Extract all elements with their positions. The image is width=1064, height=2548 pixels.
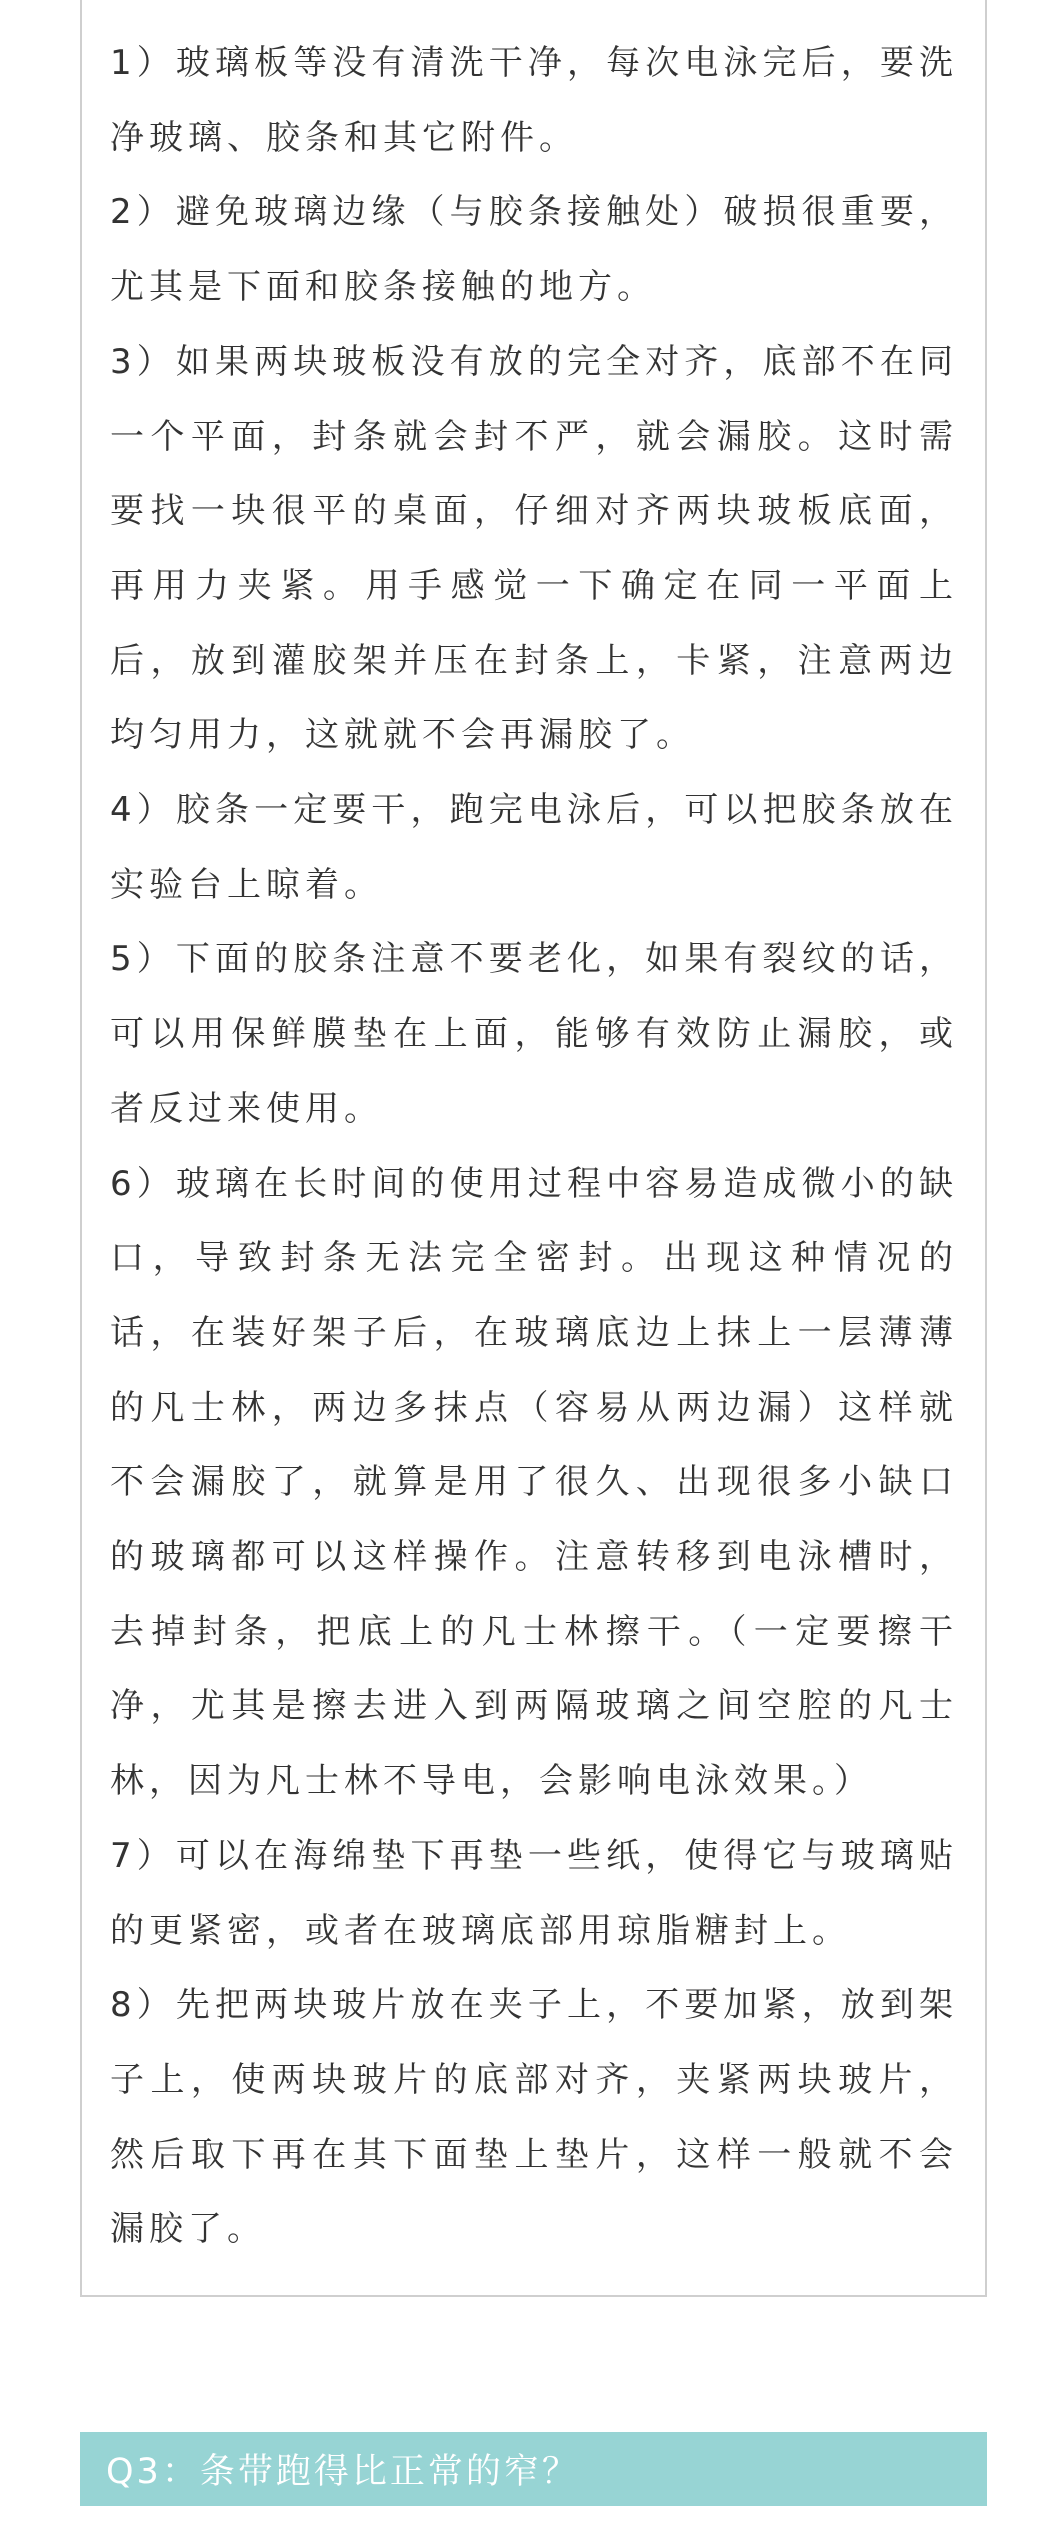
answer-item-3: 3）如果两块玻板没有放的完全对齐，底部不在同一个平面，封条就会封不严，就会漏胶。这时需要找一块很平的桌面，仔细对齐两块玻板底面，再用力夹紧。用手感觉一下确定在同一平面上后，放到灌胶架并压在封条上，卡紧，注意两边均匀用力，这就就不会再漏胶了。	[110, 341, 958, 756]
question-header	[80, 2432, 987, 2506]
question-title: Q3：条带跑得比正常的窄？	[106, 2452, 580, 2492]
answer-item-2: 2）避免玻璃边缘（与胶条接触处）破损很重要，尤其是下面和胶条接触的地方。	[110, 192, 958, 308]
answer-item-7: 7）可以在海绵垫下再垫一些纸，使得它与玻璃贴的更紧密，或者在玻璃底部用琼脂糖封上。	[110, 1835, 958, 1951]
answer-item-4: 4）胶条一定要干，跑完电泳后，可以把胶条放在实验台上晾着。	[110, 790, 958, 905]
answer-item-8: 8）先把两块玻片放在夹子上，不要加紧，放到架子上，使两块玻片的底部对齐，夹紧两块玻片，然后取下再在其下面垫上垫片，这样一般就不会漏胶了。	[110, 1985, 958, 2250]
answer-item-6: 6）玻璃在长时间的使用过程中容易造成微小的缺口，导致封条无法完全密封。出现这种情况的话，在装好架子后，在玻璃底边上抹上一层薄薄的凡士林，两边多抹点（容易从两边漏）这样就不会漏胶了，就算是用了很久、出现很多小缺口的玻璃都可以这样操作。注意转移到电泳槽时，去掉封条，把底上的凡士林擦干。（一定要擦干净，尤其是擦去进入到两隔玻璃之间空腔的凡士林，因为凡士林不导电，会影响电泳效果。）	[110, 1163, 958, 1802]
answer-item-1: 1）玻璃板等没有清洗干净，每次电泳完后，要洗净玻璃、胶条和其它附件。	[110, 43, 958, 158]
answer-item-5: 5）下面的胶条注意不要老化，如果有裂纹的话，可以用保鲜膜垫在上面，能够有效防止漏胶，或者反过来使用。	[110, 939, 958, 1129]
answer-list	[110, 26, 958, 2267]
